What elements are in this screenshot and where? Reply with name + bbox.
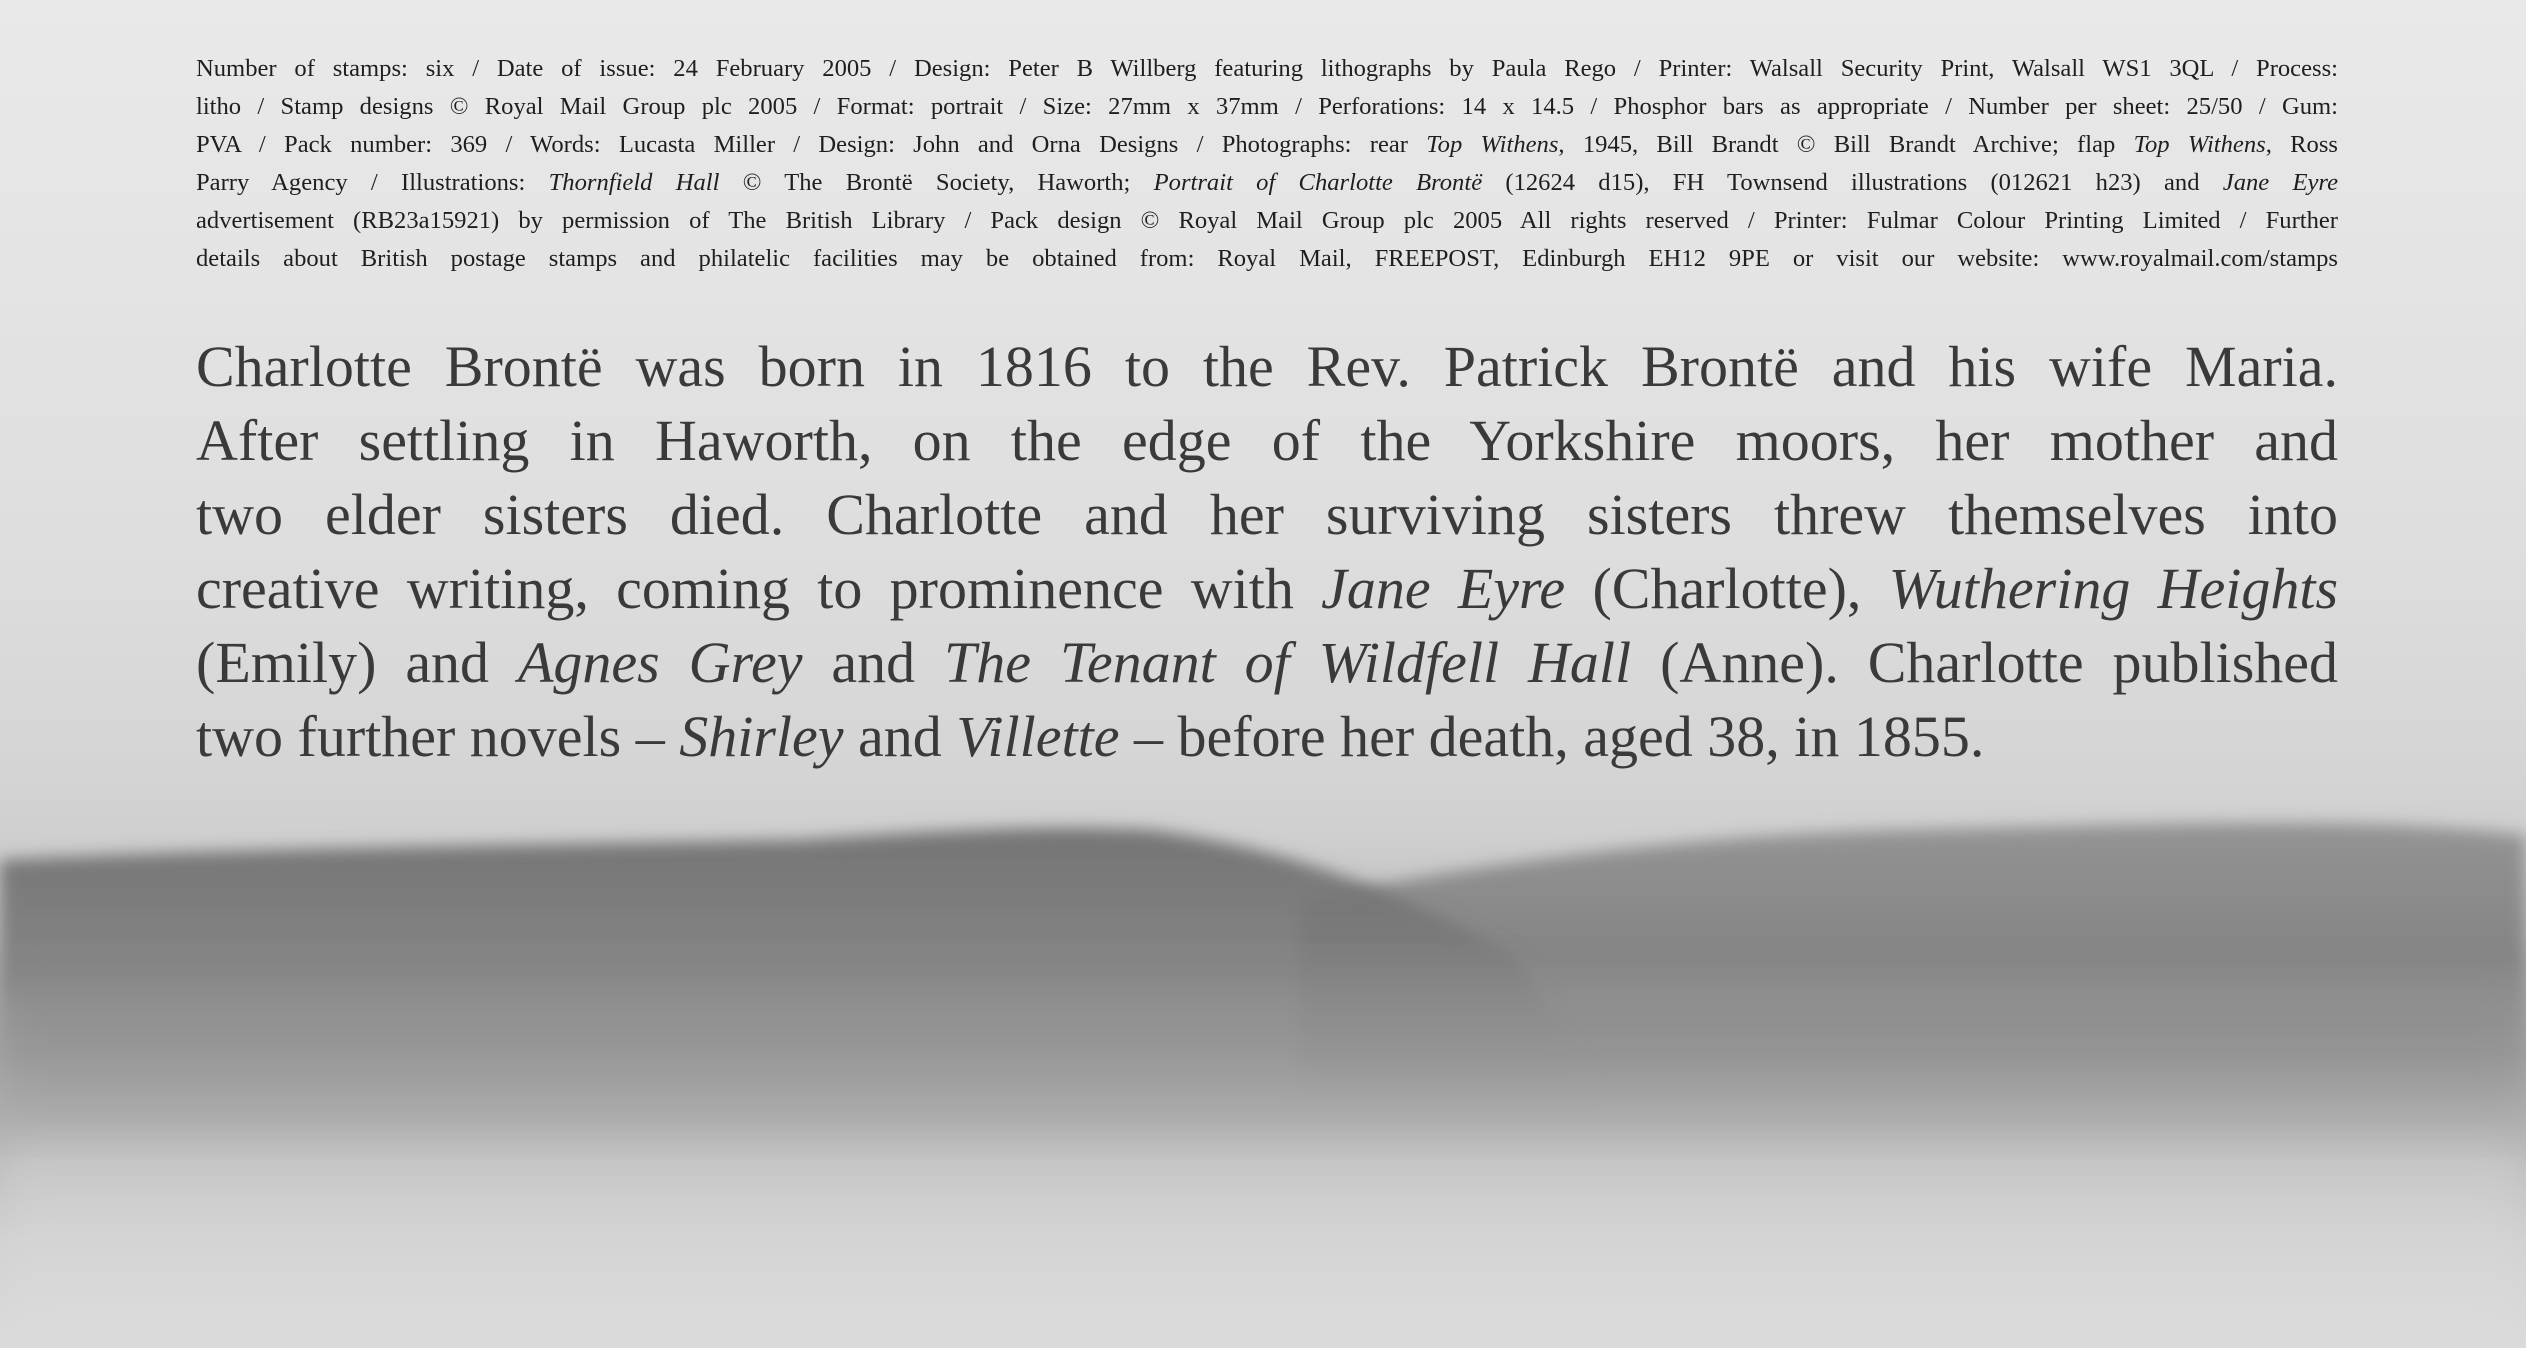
colophon-line: advertisement (RB23a15921) by permission of The British Library / Pack design © Royal Mail Group plc 2005 All rights reserved / Printer: Fulmar Colour Printing Limited / Further	[196, 207, 2338, 234]
mist-layer	[0, 1050, 2526, 1348]
biography-line: two further novels – Shirley and Villette – before her death, aged 38, in 1855.	[196, 704, 1985, 769]
biography-line: creative writing, coming to prominence with Jane Eyre (Charlotte), Wuthering Heights	[196, 556, 2339, 621]
colophon-line: Number of stamps: six / Date of issue: 24 February 2005 / Design: Peter B Willberg featuring lithographs by Paula Rego / Printer: Walsall Security Print, Walsall WS1 3QL / Process:	[196, 55, 2338, 82]
biography-line: (Emily) and Agnes Grey and The Tenant of Wildfell Hall (Anne). Charlotte published	[196, 630, 2339, 695]
colophon-line: details about British postage stamps and philatelic facilities may be obtained from: Royal Mail, FREEPOST, Edinburgh EH12 9PE or visit our website: www.royalmail.com/stamps	[196, 245, 2338, 272]
biography-line: two elder sisters died. Charlotte and her surviving sisters threw themselves into	[196, 482, 2338, 547]
colophon-line: Parry Agency / Illustrations: Thornfield Hall © The Brontë Society, Haworth; Portrait of Charlotte Brontë (12624 d15), FH Townsend illustrations (012621 h23) and Jane Eyre	[196, 169, 2338, 196]
biography-line: Charlotte Brontë was born in 1816 to the Rev. Patrick Brontë and his wife Maria.	[196, 334, 2338, 399]
biography-line: After settling in Haworth, on the edge of the Yorkshire moors, her mother and	[196, 408, 2338, 473]
colophon-line: PVA / Pack number: 369 / Words: Lucasta Miller / Design: John and Orna Designs / Photographs: rear Top Withens, 1945, Bill Brandt © Bill Brandt Archive; flap Top Withens, Ross	[196, 131, 2338, 158]
colophon-credits	[196, 50, 2338, 278]
colophon-line: litho / Stamp designs © Royal Mail Group plc 2005 / Format: portrait / Size: 27mm x 37mm / Perforations: 14 x 14.5 / Phosphor bars as appropriate / Number per sheet: 25/50 / Gum:	[196, 93, 2338, 120]
biography-paragraph	[196, 330, 2338, 774]
